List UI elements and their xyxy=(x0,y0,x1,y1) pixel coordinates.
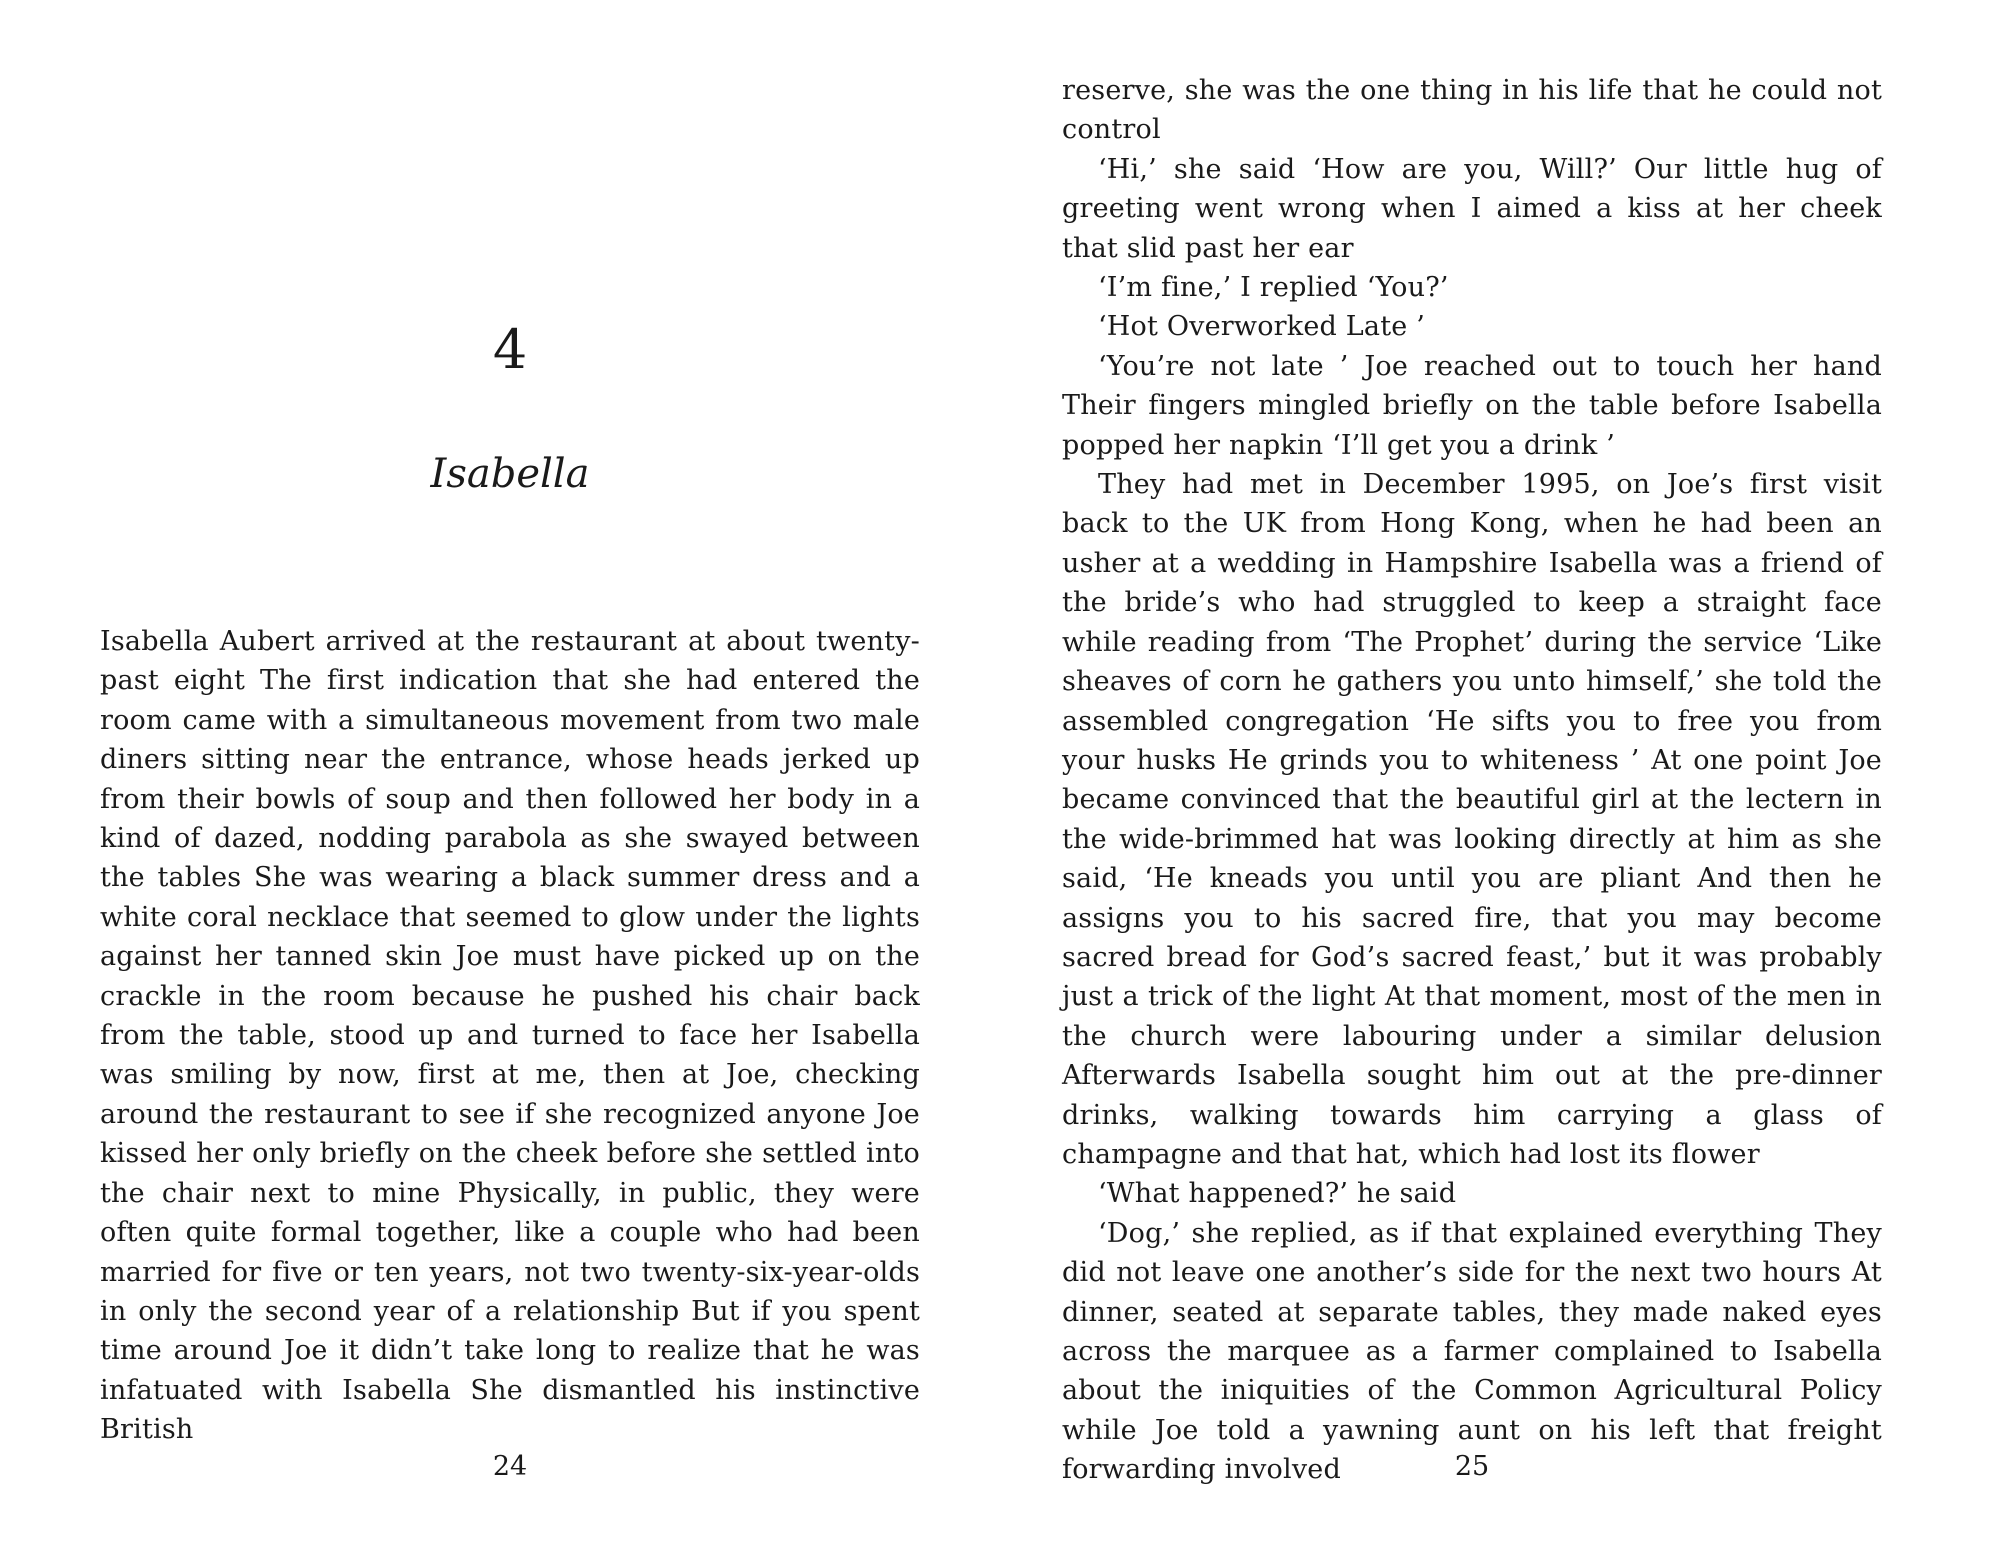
paragraph: They had met in December 1995, on Joe’s first visit back to the UK from Hong Kong, when he had been an usher at a wedding in Hampshire Isabella was a friend of the bride’s who had struggled to keep a straight face while reading from ‘The Prophet’ during the service ‘Like sheaves of corn he gathers you unto himself,’ she told the assembled congregation ‘He sifts you to free you from your husks He grinds you to whiteness ’ At one point Joe became convinced that the beautiful girl at the lectern in the wide-brimmed hat was looking directly at him as she said, ‘He kneads you until you are pliant And then he assigns you to his sacred fire, that you may become sacred bread for God’s sacred feast,’ but it was probably just a trick of the light At that moment, most of the men in the church were labouring under a similar delusion Afterwards Isabella sought him out at the pre-dinner drinks, walking towards him carrying a glass of champagne and that hat, which had lost its flower xyxy=(1062,469,1882,1170)
paragraph: ‘Dog,’ she replied, as if that explained everything They did not leave one another’s side for the next two hours At dinner, seated at separate tables, they made naked eyes across the marquee as a farmer complained to Isabella about the iniquities of the Common Agricultural Policy while Joe told a yawning aunt on his left that freight forwarding involved xyxy=(1062,1217,1882,1486)
right-page-body xyxy=(1062,71,1882,1490)
page-number: 25 xyxy=(1454,1451,1490,1482)
paragraph: ‘Hi,’ she said ‘How are you, Will?’ Our little hug of greeting went wrong when I aimed a kiss at her cheek that slid past her ear xyxy=(1062,153,1882,264)
chapter-number: 4 xyxy=(492,318,528,381)
left-page-body xyxy=(100,622,920,1450)
chapter-title: Isabella xyxy=(430,451,590,497)
paragraph: reserve, she was the one thing in his life that he could not control xyxy=(1062,75,1882,146)
left-page xyxy=(100,0,920,1545)
paragraph: ‘Hot Overworked Late ’ xyxy=(1098,311,1425,343)
paragraph: ‘You’re not late ’ Joe reached out to touch her hand Their fingers mingled briefly on the table before Isabella popped her napkin ‘I’ll get you a drink ’ xyxy=(1062,350,1882,461)
paragraph: ‘I’m fine,’ I replied ‘You?’ xyxy=(1098,272,1449,304)
right-page xyxy=(1062,0,1882,1545)
paragraph: ‘What happened?’ he said xyxy=(1098,1178,1457,1210)
paragraph: Isabella Aubert arrived at the restaurant at about twenty-past eight The first indication that she had entered the room came with a simultaneous movement from two male diners sitting near the entrance, whose heads jerked up from their bowls of soup and then followed her body in a kind of dazed, nodding parabola as she swayed between the tables She was wearing a black summer dress and a white coral necklace that seemed to glow under the lights against her tanned skin Joe must have picked up on the crackle in the room because he pushed his chair back from the table, stood up and turned to face her Isabella was smiling by now, first at me, then at Joe, checking around the restaurant to see if she recognized anyone Joe kissed her only briefly on the cheek before she settled into the chair next to mine Physically, in public, they were often quite formal together, like a couple who had been married for five or ten years, not two twenty-six-year-olds in only the second year of a relationship But if you spent time around Joe it didn’t take long to realize that he was infatuated with Isabella She dismantled his instinctive British xyxy=(100,626,920,1446)
page-number: 24 xyxy=(492,1451,528,1482)
